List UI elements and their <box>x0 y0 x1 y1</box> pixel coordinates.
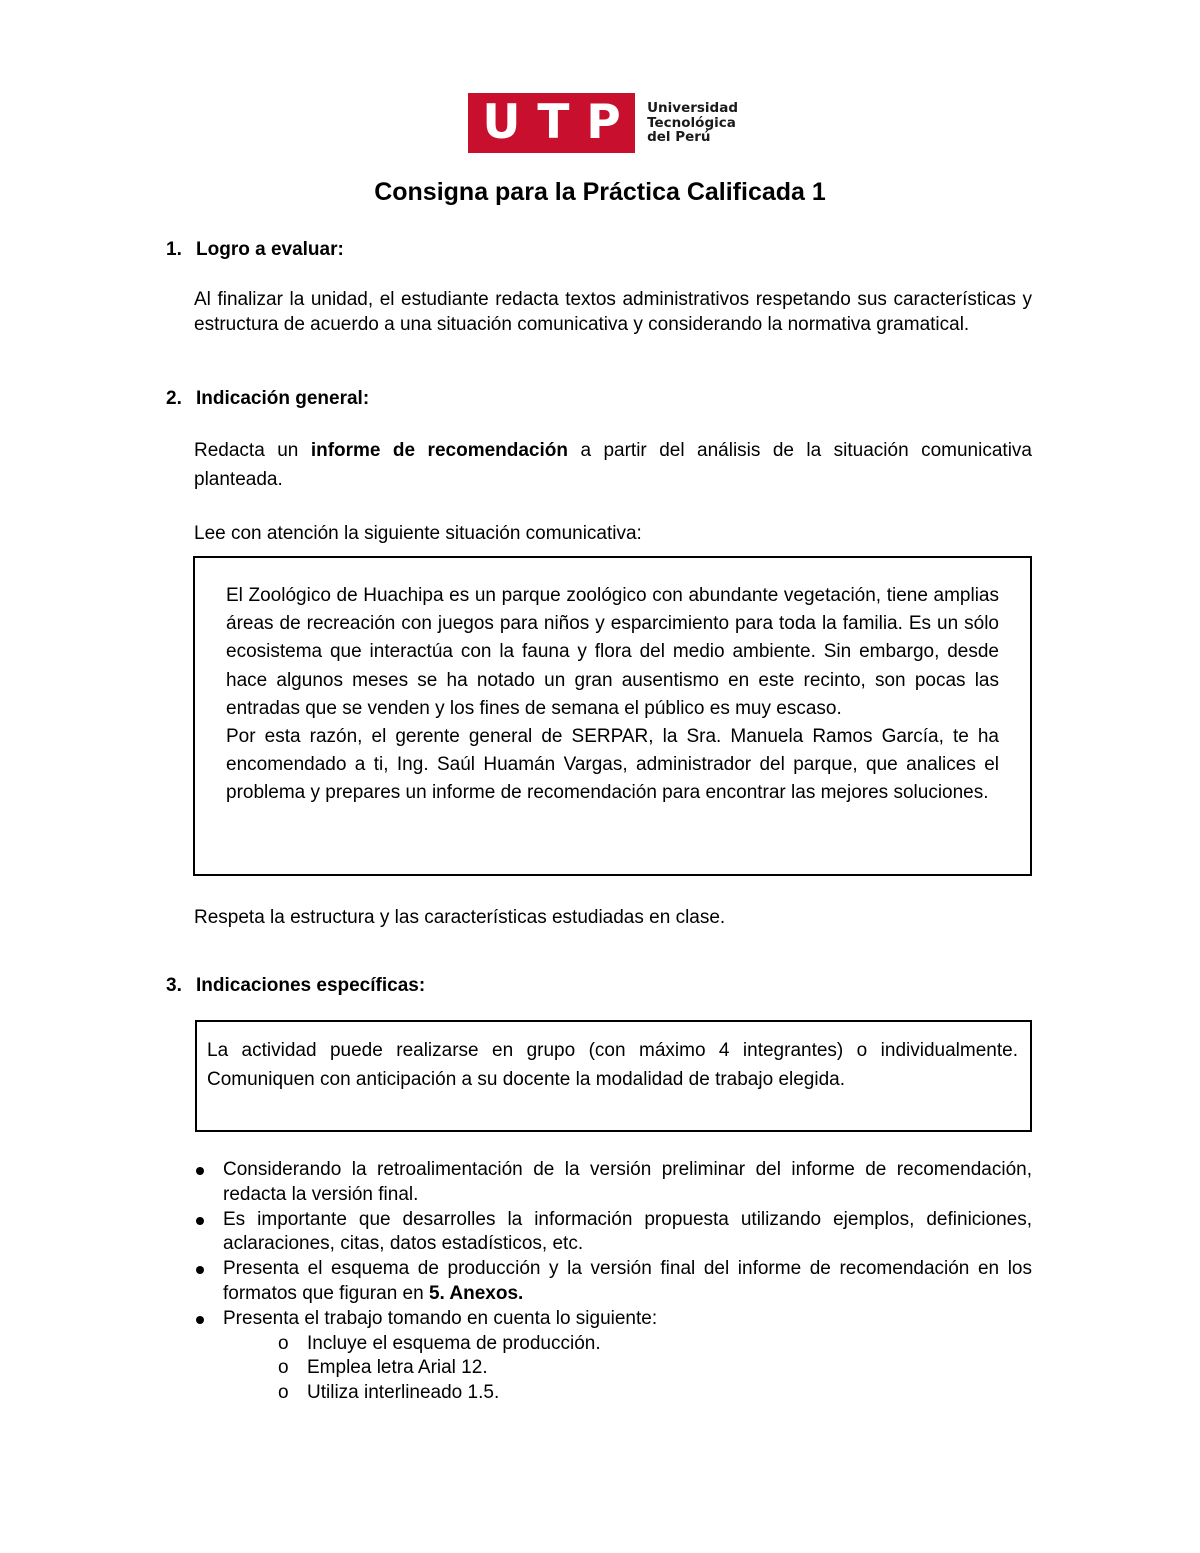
section-2-body-pre: Redacta un <box>194 440 311 461</box>
bullet-3-annex-ref: 5. Anexos. <box>428 1282 524 1304</box>
situation-box <box>193 556 1032 876</box>
section-1-heading <box>166 239 344 261</box>
sub-bullet-marker: o <box>278 1332 289 1354</box>
section-2-body-post: a partir del análisis de la situación comunicativa planteada. <box>194 440 1032 490</box>
list-item <box>278 1356 1032 1381</box>
section-3-heading <box>166 975 425 997</box>
section-2-number: 2. <box>166 388 182 409</box>
section-1-body: Al finalizar la unidad, el estudiante redacta textos administrativos respetando sus características y estructura de acuerdo a una situación comunicativa y considerando la normativa gramatical. <box>194 289 1032 335</box>
logo-text-line-3: del Perú <box>647 129 711 146</box>
page-title: Consigna para la Práctica Calificada 1 <box>374 178 826 206</box>
list-item <box>194 1158 1032 1208</box>
section-1-title: Logro a evaluar: <box>196 239 344 260</box>
section-2-title: Indicación general: <box>196 388 370 409</box>
list-item <box>278 1381 1032 1406</box>
bullet-4-text: Presenta el trabajo tomando en cuenta lo siguiente: <box>223 1307 658 1329</box>
logo-red-box <box>468 93 635 153</box>
utp-logo <box>468 93 738 153</box>
section-3-number: 3. <box>166 975 182 996</box>
read-instruction: Lee con atención la siguiente situación comunicativa: <box>194 523 642 544</box>
logo-text-line-1: Universidad <box>647 100 738 117</box>
situation-paragraph-2: Por esta razón, el gerente general de SERPAR, la Sra. Manuela Ramos García, te ha encomendado a ti, Ing. Saúl Huamán Vargas, administrador del parque, que analices el problema y prepares un informe de recomendación para encontrar las mejores soluciones. <box>226 726 999 804</box>
bullet-2-text: Es importante que desarrolles la información propuesta utilizando ejemplos, definiciones, aclaraciones, citas, datos estadísticos, etc. <box>223 1208 1032 1255</box>
logo-text-line-2: Tecnológica <box>647 114 736 131</box>
bullet-1-text: Considerando la retroalimentación de la versión preliminar del informe de recomendación, redacta la versión final. <box>223 1159 1032 1205</box>
sub-item-1-text: Incluye el esquema de producción. <box>307 1332 601 1354</box>
bullet-icon <box>196 1217 204 1225</box>
section-2-body <box>194 436 1032 494</box>
group-activity-text: La actividad puede realizarse en grupo (con máximo 4 integrantes) o individualmente. Comuniquen con anticipación a su docente la modalidad de trabajo elegida. <box>207 1040 1018 1090</box>
sub-bullet-marker: o <box>278 1357 289 1379</box>
logo-letter-u: U <box>482 95 521 150</box>
section-2-body-bold: informe de recomendación <box>310 440 568 461</box>
sub-item-2-text: Emplea letra Arial 12. <box>307 1357 488 1379</box>
specific-instructions-list <box>194 1158 1032 1406</box>
bullet-icon <box>196 1266 204 1274</box>
group-activity-box <box>195 1020 1032 1132</box>
section-1-number: 1. <box>166 239 182 260</box>
sub-item-3-text: Utiliza interlineado 1.5. <box>307 1382 500 1404</box>
list-item <box>194 1307 1032 1406</box>
list-item <box>194 1208 1032 1258</box>
logo-university-name <box>647 101 738 145</box>
bullet-3-text: Presenta el esquema de producción y la versión final del informe de recomendación en los formatos que figuran en <box>223 1258 1032 1304</box>
bullet-icon <box>196 1167 204 1175</box>
list-item <box>278 1332 1032 1357</box>
section-2-heading <box>166 388 369 410</box>
situation-paragraph-1: El Zoológico de Huachipa es un parque zoológico con abundante vegetación, tiene amplias áreas de recreación con juegos para niños y esparcimiento para toda la familia. Es un sólo ecosistema que interactúa con la fauna y flora del medio ambiente. Sin embargo, desde hace algunos meses se ha notado un gran ausentismo en este recinto, son pocas las entradas que se venden y los fines de semana el público es muy escaso. <box>226 585 999 719</box>
logo-letter-t: T <box>537 95 570 150</box>
format-requirements-list <box>223 1332 1032 1406</box>
bullet-icon <box>196 1316 204 1324</box>
sub-bullet-marker: o <box>278 1382 289 1404</box>
section-3-title: Indicaciones específicas: <box>196 975 426 996</box>
list-item <box>194 1257 1032 1307</box>
respect-structure-line: Respeta la estructura y las características estudiadas en clase. <box>194 907 726 928</box>
logo-letter-p: P <box>586 95 621 150</box>
